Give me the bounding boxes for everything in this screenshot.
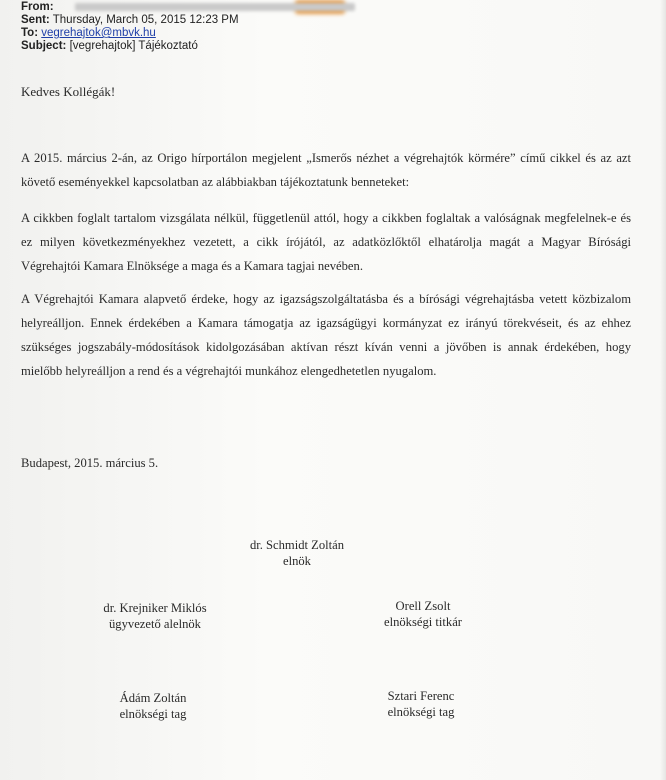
sent-label: Sent: (21, 14, 50, 26)
signatory-title: ügyvezető alelnök (109, 617, 201, 631)
place-date: Budapest, 2015. március 5. (21, 456, 159, 470)
signatory-name: dr. Krejniker Miklós (103, 601, 207, 615)
email-from-line (21, 1, 355, 14)
subject-value: [vegrehajtok] Tájékoztató (69, 40, 198, 52)
signatory-board-member-1 (78, 690, 228, 722)
signatory-title: elnök (283, 554, 311, 568)
signatory-title: elnökségi titkár (384, 615, 462, 629)
paragraph-1: A 2015. március 2-án, az Origo hírportálon megjelent „Ismerős nézhet a végrehajtók körmére” című cikkel és az azt követő eseményekkel kapcsolatban az alábbiakban tájékoztatunk benneteket: (21, 151, 631, 189)
signatory-name: dr. Schmidt Zoltán (249, 538, 345, 552)
greeting: Kedves Kollégák! (21, 84, 116, 99)
signatory-president (222, 537, 372, 569)
to-address-link[interactable]: vegrehajtok@mbvk.hu (41, 27, 156, 39)
sent-value: Thursday, March 05, 2015 12:23 PM (52, 14, 239, 26)
to-label: To: (21, 27, 39, 39)
redacted-sender (75, 3, 355, 11)
email-sent-line (21, 14, 239, 27)
signatory-title: elnökségi tag (119, 707, 187, 721)
page-edge-shadow (660, 0, 666, 780)
from-label: From: (21, 1, 54, 13)
signatory-secretary (348, 598, 498, 630)
subject-label: Subject: (21, 40, 67, 52)
signatory-title: elnökségi tag (387, 705, 455, 719)
signatory-name: Orell Zsolt (395, 599, 451, 613)
signatory-name: Sztari Ferenc (387, 689, 455, 703)
email-subject-line (21, 40, 198, 53)
signatory-vice-president (80, 600, 230, 632)
signatory-name: Ádám Zoltán (119, 691, 187, 705)
paragraph-3: A Végrehajtói Kamara alapvető érdeke, hogy az igazságszolgáltatásba és a bírósági végrehajtásba vetett közbizalom helyreálljon. Ennek érdekében a Kamara támogatja az igazságügyi kormányzat ez irányú törekvéseit, és az ehhez szükséges jogszabály-módosítások kidolgozásában aktívan részt kíván venni a jövőben is annak érdekében, hogy mielőbb helyreálljon a rend és a végrehajtói munkához elengedhetetlen nyugalom. (21, 292, 631, 378)
email-to-line (21, 27, 156, 40)
signatory-board-member-2 (346, 688, 496, 720)
paragraph-2: A cikkben foglalt tartalom vizsgálata nélkül, függetlenül attól, hogy a cikkben foglaltak a valóságnak megfelelnek-e és ez milyen következményekhez vezetett, a cikk írójától, az adatközlőktől elhatárolja magát a Magyar Bírósági Végrehajtói Kamara Elnöksége a maga és a Kamara tagjai nevében. (21, 211, 631, 273)
